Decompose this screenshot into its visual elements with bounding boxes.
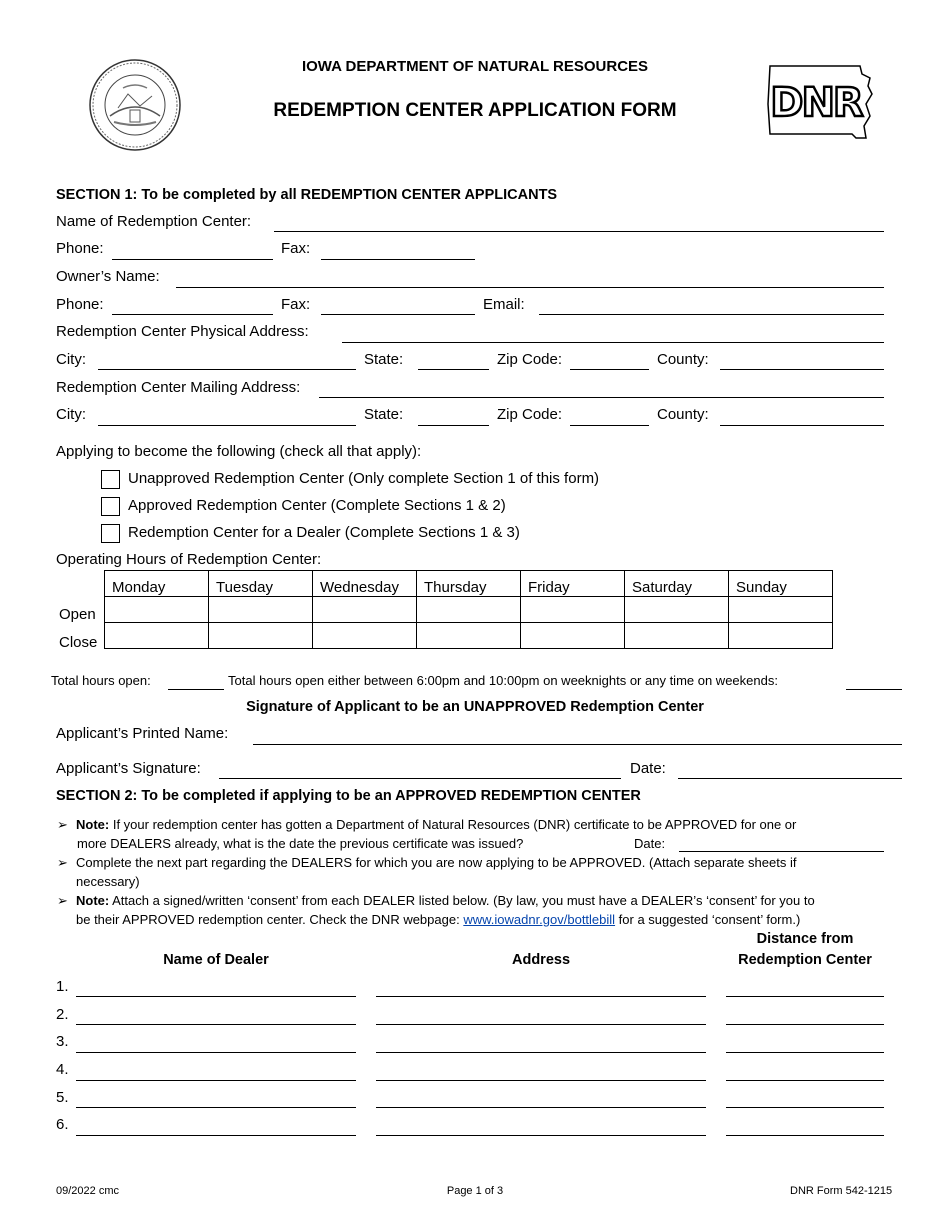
physical-state-field[interactable] <box>418 369 489 370</box>
day-header: Friday <box>521 571 625 597</box>
bullet3-text: Attach a signed/written ‘consent’ from each DEALER listed below. (By law, you must have a DEALER’s ‘consent’ for you to <box>109 893 815 908</box>
day-header: Thursday <box>417 571 521 597</box>
row-number: 1. <box>56 978 69 995</box>
dealer-distance-field[interactable] <box>726 1052 884 1053</box>
open-cell[interactable] <box>729 597 833 623</box>
dealer-distance-field[interactable] <box>726 996 884 997</box>
dealer-distance-field[interactable] <box>726 1080 884 1081</box>
bullet1-date-label: Date: <box>634 836 666 851</box>
printed-name-field[interactable] <box>253 744 902 745</box>
owner-field[interactable] <box>176 287 884 288</box>
svg-text:DNR: DNR <box>770 80 862 126</box>
open-cell[interactable] <box>209 597 313 623</box>
section1-heading: SECTION 1: To be completed by all REDEMPTION CENTER APPLICANTS <box>56 187 558 203</box>
option-unapproved-label: Unapproved Redemption Center (Only complete Section 1 of this form) <box>128 470 600 487</box>
printed-name-label: Applicant’s Printed Name: <box>56 725 229 742</box>
mailing-address-label: Redemption Center Mailing Address: <box>56 379 301 396</box>
owner-phone-field[interactable] <box>112 314 273 315</box>
note-label: Note: <box>76 817 110 832</box>
dealer-name-field[interactable] <box>76 1107 356 1108</box>
open-cell[interactable] <box>417 597 521 623</box>
bullet-arrow-icon: ➢ <box>57 893 68 908</box>
bottlebill-link[interactable]: www.iowadnr.gov/bottlebill <box>463 912 616 927</box>
bullet2-line2: necessary) <box>76 874 140 889</box>
org-name: IOWA DEPARTMENT OF NATURAL RESOURCES <box>301 58 649 75</box>
bullet1-line2: more DEALERS already, what is the date the previous certificate was issued? <box>77 836 524 851</box>
applying-label: Applying to become the following (check all that apply): <box>56 443 422 460</box>
dealer-address-field[interactable] <box>376 1107 706 1108</box>
day-header: Saturday <box>625 571 729 597</box>
dealer-name-field[interactable] <box>76 1024 356 1025</box>
day-header: Sunday <box>729 571 833 597</box>
signature-label: Applicant’s Signature: <box>56 760 201 777</box>
open-cell[interactable] <box>105 597 209 623</box>
hours-label: Operating Hours of Redemption Center: <box>56 551 322 568</box>
physical-zip-label: Zip Code: <box>497 351 563 368</box>
physical-county-label: County: <box>657 351 709 368</box>
mailing-zip-field[interactable] <box>570 425 649 426</box>
row-number: 5. <box>56 1089 69 1106</box>
col-dealer-header: Name of Dealer <box>163 952 269 968</box>
dealer-address-field[interactable] <box>376 1024 706 1025</box>
dnr-logo <box>760 64 876 142</box>
fax-label: Fax: <box>281 240 311 257</box>
row-number: 3. <box>56 1033 69 1050</box>
footer-form-number: DNR Form 542-1215 <box>790 1185 893 1197</box>
option-approved-label: Approved Redemption Center (Complete Sections 1 & 2) <box>128 497 506 514</box>
bullet1-line1 <box>76 816 796 834</box>
close-cell[interactable] <box>209 623 313 649</box>
total-hours-field[interactable] <box>168 689 224 690</box>
open-cell[interactable] <box>521 597 625 623</box>
signature-field[interactable] <box>219 778 621 779</box>
close-cell[interactable] <box>521 623 625 649</box>
email-label: Email: <box>483 296 525 313</box>
bullet3-text-a: be their APPROVED redemption center. Check the DNR webpage: <box>76 912 464 927</box>
open-row-label: Open <box>59 606 96 623</box>
physical-county-field[interactable] <box>720 369 884 370</box>
physical-city-label: City: <box>56 351 86 368</box>
physical-address-field[interactable] <box>342 342 884 343</box>
bullet3-text-b: for a suggested ‘consent’ form.) <box>615 912 801 927</box>
day-header: Tuesday <box>209 571 313 597</box>
day-header: Wednesday <box>313 571 417 597</box>
physical-city-field[interactable] <box>98 369 356 370</box>
physical-zip-field[interactable] <box>570 369 649 370</box>
total-hours-label: Total hours open: <box>51 673 151 688</box>
bullet-arrow-icon: ➢ <box>57 855 68 870</box>
close-cell[interactable] <box>625 623 729 649</box>
previous-certificate-date-field[interactable] <box>679 851 884 852</box>
owner-label: Owner’s Name: <box>56 268 160 285</box>
day-header: Monday <box>105 571 209 597</box>
bullet-arrow-icon: ➢ <box>57 817 68 832</box>
total-evening-hours-field[interactable] <box>846 689 902 690</box>
mailing-city-label: City: <box>56 406 86 423</box>
phone-field[interactable] <box>112 259 273 260</box>
section2-heading: SECTION 2: To be completed if applying to be an APPROVED REDEMPTION CENTER <box>56 788 641 804</box>
mailing-county-field[interactable] <box>720 425 884 426</box>
mailing-city-field[interactable] <box>98 425 356 426</box>
mailing-zip-label: Zip Code: <box>497 406 563 423</box>
bullet1-text: If your redemption center has gotten a Department of Natural Resources (DNR) certificate to be APPROVED for one or <box>109 817 797 832</box>
checkbox-dealer[interactable] <box>101 524 120 543</box>
bullet3-line1 <box>76 892 815 910</box>
mailing-address-field[interactable] <box>319 397 884 398</box>
email-field[interactable] <box>539 314 884 315</box>
row-number: 6. <box>56 1116 69 1133</box>
dealer-address-field[interactable] <box>376 1080 706 1081</box>
total-evening-hours-label: Total hours open either between 6:00pm and 10:00pm on weeknights or any time on weekends: <box>228 673 778 688</box>
phone-label: Phone: <box>56 240 104 257</box>
col-distance-header-1: Distance from <box>756 931 854 947</box>
form-title: REDEMPTION CENTER APPLICATION FORM <box>273 100 677 121</box>
signature-date-field[interactable] <box>678 778 902 779</box>
owner-phone-label: Phone: <box>56 296 104 313</box>
close-cell[interactable] <box>729 623 833 649</box>
dealer-name-field[interactable] <box>76 1052 356 1053</box>
close-cell[interactable] <box>313 623 417 649</box>
bullet2-line1: Complete the next part regarding the DEALERS for which you are now applying to be APPROVED. (Attach separate sheets if <box>76 855 797 870</box>
dealer-address-field[interactable] <box>376 1135 706 1136</box>
option-dealer-label: Redemption Center for a Dealer (Complete Sections 1 & 3) <box>128 524 520 541</box>
signature-date-label: Date: <box>630 760 666 777</box>
mailing-state-field[interactable] <box>418 425 489 426</box>
owner-fax-field[interactable] <box>321 314 475 315</box>
dealer-distance-field[interactable] <box>726 1024 884 1025</box>
checkbox-approved[interactable] <box>101 497 120 516</box>
open-cell[interactable] <box>313 597 417 623</box>
checkbox-unapproved[interactable] <box>101 470 120 489</box>
note-label: Note: <box>76 893 110 908</box>
mailing-state-label: State: <box>364 406 404 423</box>
owner-fax-label: Fax: <box>281 296 311 313</box>
dealer-distance-field[interactable] <box>726 1107 884 1108</box>
dealer-name-field[interactable] <box>76 1135 356 1136</box>
physical-state-label: State: <box>364 351 404 368</box>
fax-field[interactable] <box>321 259 475 260</box>
open-cell[interactable] <box>625 597 729 623</box>
bullet3-line2 <box>76 911 800 929</box>
dealer-address-field[interactable] <box>376 996 706 997</box>
dealer-name-field[interactable] <box>76 1080 356 1081</box>
col-distance-header-2: Redemption Center <box>738 952 872 968</box>
footer-date-code: 09/2022 cmc <box>56 1185 119 1197</box>
close-row-label: Close <box>59 634 98 651</box>
footer-page-number: Page 1 of 3 <box>446 1185 504 1197</box>
mailing-county-label: County: <box>657 406 709 423</box>
name-label: Name of Redemption Center: <box>56 213 252 230</box>
hours-table <box>104 570 833 649</box>
dealer-distance-field[interactable] <box>726 1135 884 1136</box>
state-seal <box>88 58 182 152</box>
close-cell[interactable] <box>105 623 209 649</box>
row-number: 4. <box>56 1061 69 1078</box>
name-field[interactable] <box>274 231 884 232</box>
unapproved-signature-heading: Signature of Applicant to be an UNAPPROVED Redemption Center <box>246 699 704 715</box>
close-cell[interactable] <box>417 623 521 649</box>
dealer-name-field[interactable] <box>76 996 356 997</box>
physical-address-label: Redemption Center Physical Address: <box>56 323 309 340</box>
row-number: 2. <box>56 1006 69 1023</box>
col-address-header: Address <box>511 952 571 968</box>
dealer-address-field[interactable] <box>376 1052 706 1053</box>
